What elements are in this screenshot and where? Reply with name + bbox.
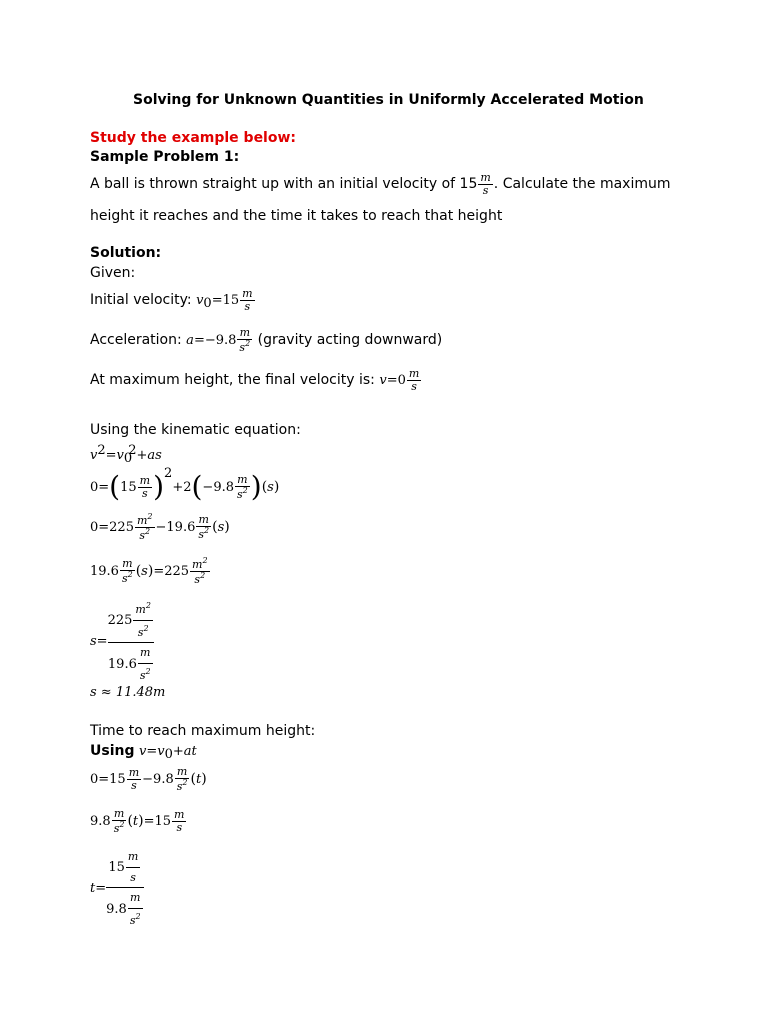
equation-kinematic: $v^2=v_0^2+as$ bbox=[90, 443, 162, 466]
using-label: Using bbox=[90, 743, 135, 759]
initial-velocity-line: Initial velocity: $v_0=15$ $\frac{m}{s}$ bbox=[90, 287, 253, 313]
final-velocity-line: At maximum height, the final velocity is: v=0 $\frac{m}{s}$ bbox=[90, 367, 420, 393]
acceleration-line: Acceleration: a=−9.8 $\frac{m}{s^2}$ (gravity acting downward) bbox=[90, 326, 443, 354]
problem-statement-line1 bbox=[90, 172, 680, 196]
problem-statement-line2: height it reaches and the time it takes to reach that height bbox=[90, 208, 503, 224]
study-heading: Study the example below: bbox=[90, 130, 297, 146]
using-line: Using $v=v_0+at$ bbox=[90, 743, 197, 762]
given-label: Given: bbox=[90, 265, 136, 281]
equation-step-1: 0=(15 $\frac{m}{s}$ )$^2$+2(−9.8 $\frac{m}{s^2}$ )(s) bbox=[90, 466, 280, 503]
initial-velocity-label: Initial velocity: bbox=[90, 292, 192, 309]
acceleration-label: Acceleration: bbox=[90, 332, 182, 349]
equation-time-2: 9.8 $\frac{m}{s^2}$ (t)=15 $\frac{m}{s}$ bbox=[90, 807, 185, 835]
s-result: s ≈ 11.48m bbox=[90, 685, 166, 700]
solution-heading: Solution: bbox=[90, 245, 162, 261]
equation-t-fraction: t= 15 $\frac{m}{s}$ 9.8 $\frac{m}{s^2}$ bbox=[90, 851, 144, 926]
acceleration-note: (gravity acting downward) bbox=[257, 332, 443, 349]
time-label: Time to reach maximum height: bbox=[90, 723, 316, 739]
equation-step-2: 0=225 $\frac{m^2}{s^2}$ −19.6 $\frac{m}{s^2}$ (s) bbox=[90, 512, 230, 542]
problem-text-part2: . Calculate the maximum bbox=[493, 176, 671, 193]
fraction-m-over-s: $\frac{m}{s}$ bbox=[480, 171, 491, 197]
equation-step-3: 19.6 $\frac{m}{s^2}$ (s)=225 $\frac{m^2}{s^2}$ bbox=[90, 556, 208, 586]
sample-problem-heading: Sample Problem 1: bbox=[90, 149, 240, 165]
equation-s-fraction: s= 225 $\frac{m^2}{s^2}$ 19.6 $\frac{m}{s^2}$ bbox=[90, 602, 154, 681]
kinematic-label: Using the kinematic equation: bbox=[90, 422, 301, 438]
problem-text-part1: A ball is thrown straight up with an initial velocity of 15 bbox=[90, 176, 478, 193]
equation-time-1: 0=15 $\frac{m}{s}$ −9.8 $\frac{m}{s^2}$ (t) bbox=[90, 765, 207, 793]
max-height-label: At maximum height, the final velocity is: bbox=[90, 372, 375, 389]
page-title: Solving for Unknown Quantities in Uniformly Accelerated Motion bbox=[133, 92, 644, 108]
